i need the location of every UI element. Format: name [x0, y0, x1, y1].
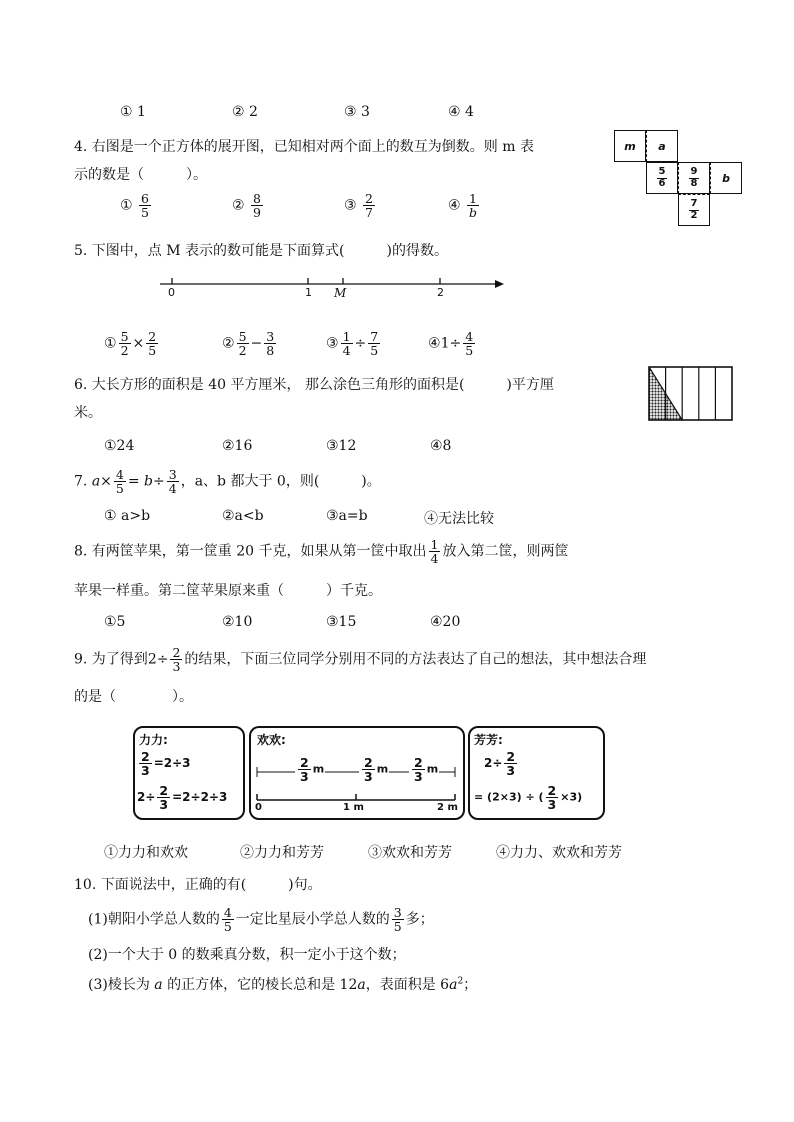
fraction: [467, 192, 479, 219]
option-mark: ③: [344, 197, 357, 214]
fraction: [157, 784, 170, 811]
operator: =: [127, 473, 145, 490]
fraction: [237, 330, 249, 357]
option-mark: ④: [428, 335, 441, 352]
denominator: 4: [342, 343, 351, 359]
q8-option-1: ①5: [104, 614, 126, 630]
fraction: [298, 756, 311, 783]
q6-text-line1: 6. 大长方形的面积是 40 平方厘米， 那么涂色三角形的面积是( )平方厘: [74, 377, 554, 393]
q6-option-1: ①24: [104, 438, 135, 454]
fangfang-box: [468, 726, 605, 820]
q7-option-3: ③a=b: [326, 508, 368, 524]
axis-label-2: 2: [437, 286, 444, 299]
q5-option-3: [326, 330, 382, 357]
axis-label-0: 0: [168, 286, 175, 299]
var-a: a: [449, 977, 458, 993]
net-cell-a: [646, 130, 678, 162]
numerator: 5: [658, 166, 666, 177]
s3-c: ，表面积是 6: [365, 977, 450, 993]
numerator: 3: [168, 467, 177, 482]
fraction: [146, 330, 158, 357]
denominator: 5: [223, 919, 232, 935]
denominator: 7: [365, 205, 373, 221]
q8-text-b: 放入第二筐，则两筐: [442, 543, 569, 560]
q7-option-4: ④无法比较: [424, 511, 494, 527]
q10-statement-1: [88, 906, 434, 933]
numerator: 4: [223, 905, 232, 920]
fangfang-name: 芳芳:: [474, 733, 503, 747]
numerator: 3: [393, 905, 402, 920]
numerator: 1: [342, 329, 351, 344]
fraction: [362, 756, 375, 783]
q7-option-1: ① a>b: [104, 508, 151, 524]
huanhuan-tick-1m: 1 m: [343, 802, 364, 813]
denominator: b: [469, 205, 478, 221]
segment-label-3: [409, 756, 439, 783]
s1-c: 多；: [405, 911, 434, 928]
numerator: 2: [141, 749, 150, 764]
var-b: b: [144, 473, 154, 490]
fraction: [139, 192, 151, 219]
q9-text-line2: 的是（ ）。: [74, 689, 193, 705]
q8-text-line2: 苹果一样重。第二筐苹果原来重（ ）千克。: [74, 583, 382, 599]
numerator: 2: [365, 191, 373, 206]
net-label: b: [722, 171, 730, 185]
numerator: 2: [300, 755, 309, 770]
net-cell-9-8: [678, 162, 710, 194]
q5-text: 5. 下图中，点 M 表示的数可能是下面算式( )的得数。: [74, 243, 448, 259]
net-cell-m: [614, 130, 646, 162]
numerator: 8: [253, 191, 261, 206]
fraction: [689, 199, 700, 221]
option-mark: ②: [222, 335, 235, 352]
fraction: [251, 192, 263, 219]
q4-option-3: [344, 192, 377, 219]
fraction: [341, 330, 353, 357]
number-line: [150, 272, 510, 302]
net-cell-5-6: [646, 162, 678, 194]
expression-prefix: 1÷: [440, 335, 462, 352]
q10-text: 10. 下面说法中，正确的有( )句。: [74, 877, 322, 893]
denominator: 3: [159, 797, 169, 813]
q9-text-b: 的结果，下面三位同学分别用不同的方法表达了自己的想法，其中想法合理: [184, 651, 647, 668]
numerator: 7: [370, 329, 379, 344]
denominator: 6: [658, 177, 666, 189]
q6-option-3: ③12: [326, 438, 357, 454]
numerator: 2: [159, 783, 169, 798]
lili-eq2: =2÷2÷3: [172, 790, 228, 805]
axis-label-1: 1: [305, 286, 312, 299]
fraction: [167, 468, 179, 495]
var-a: a: [91, 473, 101, 490]
numerator: 6: [141, 191, 149, 206]
q4-option-4: [448, 192, 481, 219]
s3-a: (3)棱长为: [88, 977, 155, 993]
q6-option-2: ②16: [222, 438, 253, 454]
q4-option-1: [120, 192, 153, 219]
fraction: [546, 784, 559, 811]
segment-label-1: [295, 756, 325, 783]
numerator: 3: [266, 329, 275, 344]
fraction: [222, 906, 234, 933]
lili-line2: [137, 784, 227, 811]
numerator: 4: [465, 329, 474, 344]
denominator: 3: [300, 769, 309, 785]
q3-option-4: ④ 4: [448, 104, 474, 120]
numerator: 2: [364, 755, 373, 770]
s1-a: (1)朝阳小学总人数的: [88, 911, 220, 928]
operator: ×: [100, 473, 112, 490]
option-mark: ②: [232, 197, 245, 214]
denominator: 5: [115, 481, 124, 497]
fangfang-tail: ×3): [560, 790, 583, 804]
denominator: 3: [364, 769, 373, 785]
huanhuan-name: 欢欢:: [257, 733, 286, 747]
q4-text-line2: 示的数是（ ）。: [74, 167, 207, 183]
lili-box: [133, 726, 245, 820]
fangfang-eq: = (2×3) ÷ (: [474, 790, 544, 804]
fangfang-line2: [474, 784, 582, 811]
denominator: 5: [141, 205, 149, 221]
expression-prefix: 2÷: [147, 651, 169, 668]
net-cell-7-2: [678, 194, 710, 226]
q5-option-1: [104, 330, 160, 357]
fraction: [363, 192, 375, 219]
q3-option-2: ② 2: [232, 104, 258, 120]
expression-prefix: 2÷: [484, 756, 503, 771]
unit: m: [376, 762, 389, 776]
denominator: 3: [547, 797, 557, 813]
lili-name: 力力:: [139, 733, 168, 747]
denominator: 2: [120, 343, 129, 359]
denominator: 5: [393, 919, 402, 935]
net-label: m: [624, 139, 636, 153]
fraction: [368, 330, 380, 357]
s3-b: 的正方体，它的棱长总和是 12: [162, 977, 358, 993]
fraction: [170, 646, 182, 673]
q8-option-4: ④20: [430, 614, 461, 630]
axis-label-m: M: [334, 286, 347, 300]
operator: ÷: [354, 335, 367, 352]
fraction: [429, 538, 441, 565]
fraction: [689, 167, 700, 189]
var-a: a: [154, 977, 163, 993]
q8-text-a: 8. 有两筐苹果，第一筐重 20 千克，如果从第一筐中取出: [74, 543, 427, 560]
denominator: 8: [690, 177, 698, 189]
q4-option-2: [232, 192, 265, 219]
fangfang-line1: [484, 750, 519, 777]
exponent: 2: [457, 976, 464, 987]
q9-option-1: ①力力和欢欢: [104, 845, 188, 861]
denominator: 9: [253, 205, 261, 221]
q10-statement-3: [88, 974, 477, 994]
s1-b: 一定比星辰小学总人数的: [235, 911, 390, 928]
fraction: [463, 330, 475, 357]
q9-option-2: ②力力和芳芳: [240, 845, 324, 861]
option-mark: ①: [104, 335, 117, 352]
denominator: 3: [414, 769, 423, 785]
net-cell-b: [710, 162, 742, 194]
denominator: 4: [168, 481, 177, 497]
numerator: 2: [506, 749, 516, 764]
lili-eq1: =2÷3: [153, 756, 191, 771]
operator: −: [250, 335, 263, 352]
q5-option-2: [222, 330, 278, 357]
denominator: 8: [266, 343, 275, 359]
operator: ÷: [153, 473, 165, 490]
q3-option-3: ③ 3: [344, 104, 370, 120]
option-mark: ①: [120, 197, 133, 214]
q8-option-3: ③15: [326, 614, 357, 630]
huanhuan-tick-0: 0: [255, 802, 262, 813]
numerator: 1: [469, 191, 477, 206]
unit: m: [312, 762, 325, 776]
numerator: 5: [238, 329, 247, 344]
q8-text-line1: [74, 538, 568, 565]
fraction: [504, 750, 517, 777]
denominator: 3: [172, 659, 181, 675]
operator: ×: [132, 335, 145, 352]
q7-option-2: ②a<b: [222, 508, 264, 524]
q6-text-line2: 米。: [74, 405, 102, 421]
q9-text-line1: [74, 646, 646, 673]
denominator: 5: [148, 343, 157, 359]
fraction: [412, 756, 425, 783]
segment-label-2: [359, 756, 389, 783]
numerator: 7: [690, 198, 698, 209]
q10-statement-2: (2)一个大于 0 的数乘真分数，积一定小于这个数；: [88, 947, 406, 963]
cube-net: [614, 130, 744, 230]
fraction: [139, 750, 152, 777]
numerator: 1: [430, 537, 439, 552]
net-label: a: [658, 139, 666, 153]
denominator: 3: [506, 763, 516, 779]
q6-option-4: ④8: [430, 438, 452, 454]
option-mark: ③: [326, 335, 339, 352]
huanhuan-box: [249, 726, 465, 820]
denominator: 5: [465, 343, 474, 359]
q7-tail: ，a、b 都大于 0，则( )。: [180, 473, 381, 490]
q9-text-a: 9. 为了得到: [74, 651, 148, 668]
rectangle-figure: [648, 366, 734, 422]
numerator: 2: [172, 645, 181, 660]
denominator: 2: [690, 209, 698, 221]
fraction: [264, 330, 276, 357]
denominator: 4: [430, 551, 439, 567]
unit: m: [426, 762, 439, 776]
numerator: 4: [115, 467, 124, 482]
fraction: [119, 330, 131, 357]
numerator: 2: [148, 329, 157, 344]
var-a: a: [357, 977, 366, 993]
denominator: 3: [141, 763, 150, 779]
numerator: 2: [414, 755, 423, 770]
option-mark: ④: [448, 197, 461, 214]
q9-option-4: ④力力、欢欢和芳芳: [496, 845, 622, 861]
fraction: [392, 906, 404, 933]
q7-text: 7. a× $\frac{4}{5}$ = b÷ $\frac{3}{4}$ ，a、b 都大于 0，则( )。: [74, 467, 381, 497]
expression-prefix: 2÷: [137, 790, 156, 805]
numerator: 9: [690, 166, 698, 177]
q8-option-2: ②10: [222, 614, 253, 630]
s3-d: ；: [463, 977, 478, 993]
q9-option-3: ③欢欢和芳芳: [368, 845, 452, 861]
huanhuan-tick-2m: 2 m: [437, 802, 458, 813]
q4-text-line1: 4. 右图是一个正方体的展开图，已知相对两个面上的数互为倒数。则 m 表: [74, 139, 534, 155]
denominator: 5: [370, 343, 379, 359]
q5-option-4: [428, 330, 477, 357]
numerator: 5: [120, 329, 129, 344]
lili-line1: [137, 750, 191, 777]
denominator: 2: [238, 343, 247, 359]
fraction: [657, 167, 668, 189]
numerator: 2: [547, 783, 557, 798]
q3-option-1: ① 1: [120, 104, 146, 120]
fraction: [114, 468, 126, 495]
